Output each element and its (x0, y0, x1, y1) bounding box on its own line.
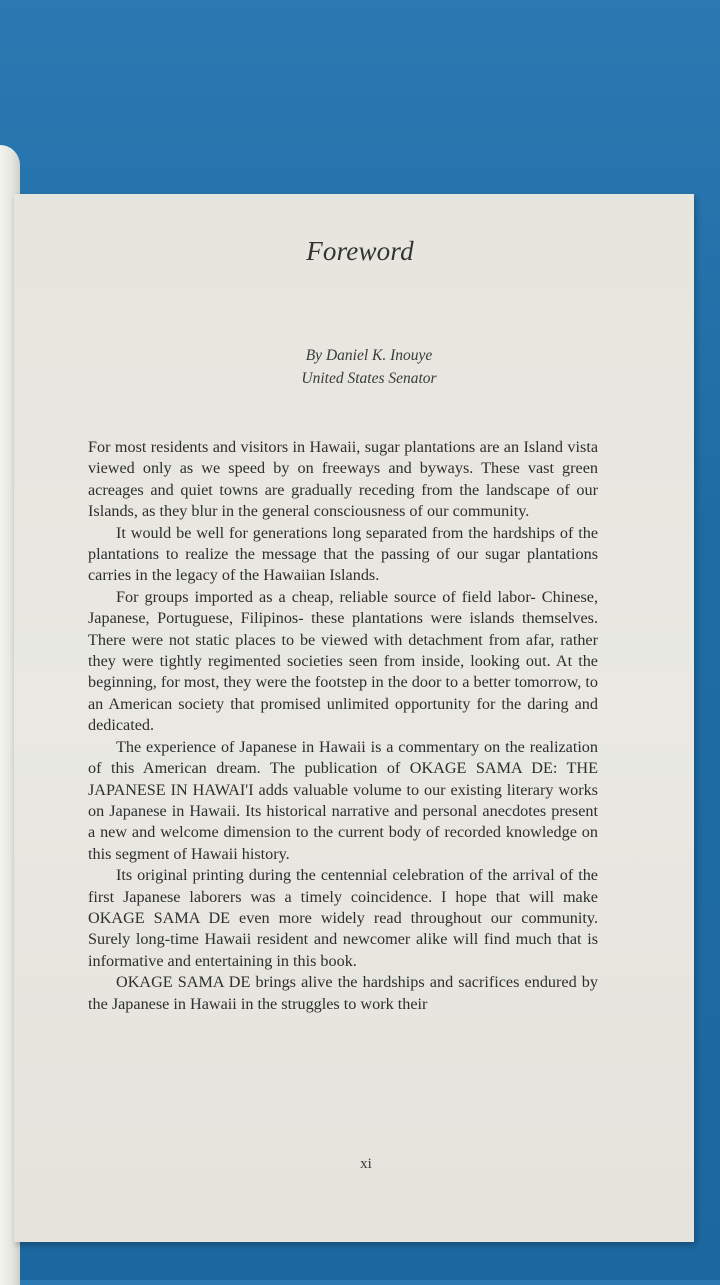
paragraph: The experience of Japanese in Hawaii is a commentary on the realization of this American dream. The publication of OKAGE SAMA DE: THE JAPANESE IN HAWAI'I adds valuable volume to our existing literary works on Japanese in Hawaii. Its historical narrative and personal anecdotes present a new and welcome dimension to the current body of recorded knowledge on this segment of Hawaii history. (88, 737, 598, 863)
byline-author: By Daniel K. Inouye (305, 347, 433, 364)
paragraph: OKAGE SAMA DE brings alive the hardships and sacrifices endured by the Japanese in Hawaii in the struggles to work their (88, 973, 598, 1013)
paragraph: For groups imported as a cheap, reliable source of field labor- Chinese, Japanese, Portuguese, Filipinos- these plantations were islands themselves. There were not static places to be viewed with detachment from afar, rather they were tightly regimented societies seen from inside, looking out. At the beginning, for most, they were the footstep in the door to a better tomorrow, to an American society that promised unlimited opportunity for the daring and dedicated. (88, 587, 598, 735)
foreword-body (88, 437, 598, 1015)
page-number: xi (360, 1156, 372, 1172)
page-title: Foreword (306, 236, 414, 266)
paragraph: For most residents and visitors in Hawaii, sugar plantations are an Island vista viewed only as we speed by on freeways and byways. These vast green acreages and quiet towns are gradually receding from the landscape of our Islands, as they blur in the general consciousness of our community. (88, 438, 598, 521)
byline-role: United States Senator (301, 370, 437, 387)
paragraph: It would be well for generations long separated from the hardships of the plantations to realize the message that the passing of our sugar plantations carries in the legacy of the Hawaiian Islands. (88, 523, 598, 585)
paragraph: Its original printing during the centennial celebration of the arrival of the first Japanese laborers was a timely coincidence. I hope that will make OKAGE SAMA DE even more widely read throughout our community. Surely long-time Hawaii resident and newcomer alike will find much that is informative and entertaining in this book. (88, 866, 598, 970)
